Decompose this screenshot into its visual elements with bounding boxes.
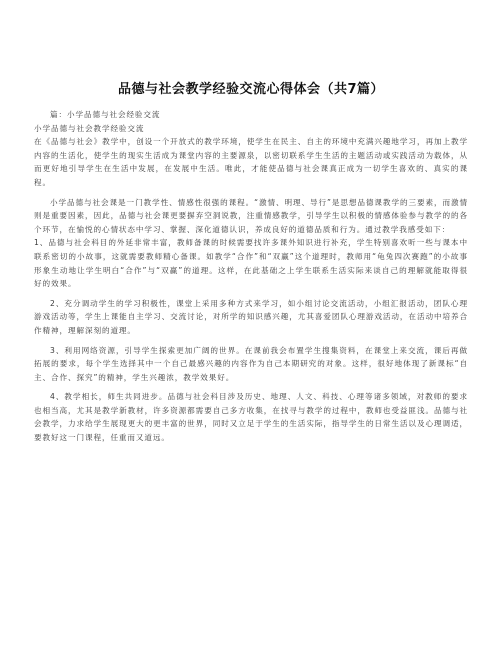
section-heading: 篇：小学品德与社会经验交流 xyxy=(50,110,161,119)
subheading: 小学品德与社会教学经验交流 xyxy=(34,123,145,133)
paragraph-intro: 在《品德与社会》教学中，创设一个开放式的教学环境，使学生在民主、自主的环境中充满兴趣地学习，再加上教学内容的生活化，使学生的现实生活成为课堂内容的主要源泉，以密切联系学生生活的主题活动或实践活动为载体，从而更好地引导学生在生活中发展，在发展中生活。唯此，才能使品德与社会课真正成为一切学生喜欢的、真实的课程。 xyxy=(34,137,468,187)
paragraph-overview: 小学品德与社会课是一门教学性、情感性很强的课程。“激情、明理、导行”是思想品德课教学的三要素，而激情则是重要因素，因此，品德与社会课更要摒弃空洞说教，注重情感教学，引导学生以积极的情感体验参与教学的的各个环节，在愉悦的心情状态中学习、掌握、深化道德认识，养成良好的道德品质和行为。通过教学我感受如下： xyxy=(34,197,468,234)
paragraph-point-1: 1、品德与社会科目的外延非常丰富，教师备课的时候需要找许多课外知识进行补充，学生特别喜欢听一些与课本中联系密切的小故事，这就需要教师精心备课。如教学“合作”和“双赢”这个道理时，教师用“龟兔四次赛跑”的小故事形象生动地让学生明白“合作”与“双赢”的道理。这样，在此基础之上学生联系生活实际来谈自己的理解就能取得很好的效果。 xyxy=(34,238,468,289)
paragraph-point-3: 3、利用网络资源，引导学生探索更加广阔的世界。在课前我会布置学生搜集资料，在课堂上来交流，课后再做拓展的要求，每个学生选择其中一个自己最感兴趣的内容作为自己本期研究的对象。这样，很好地体现了新课标“自主、合作、探究”的精神，学生兴趣浓，教学效果好。 xyxy=(34,345,468,382)
paragraph-point-4: 4、教学相长，师生共同进步。品德与社会科目涉及历史、地理、人文、科技、心理等诸多领域，对教师的要求也相当高，尤其是教学新教材，许多资源都需要自己多方收集，在找寻与教学的过程中，教师也受益匪浅。品德与社会教学，力求给学生展现更大的更丰富的世界，同时又立足于学生的生活实际，指导学生的日常生活以及心理调适，要教好这一门课程，任重而又道远。 xyxy=(34,392,468,443)
document-body xyxy=(34,108,468,445)
paragraph-point-2: 2、充分调动学生的学习积极性，课堂上采用多种方式来学习，如小组讨论交流活动，小组汇报活动，团队心理游戏活动等，学生上课能自主学习、交流讨论，对所学的知识感兴趣，尤其喜爱团队心理游戏活动，在活动中培养合作精神，理解深刻的道理。 xyxy=(34,298,468,335)
document-title: 品德与社会教学经验交流心得体会（共7篇） xyxy=(117,82,385,97)
